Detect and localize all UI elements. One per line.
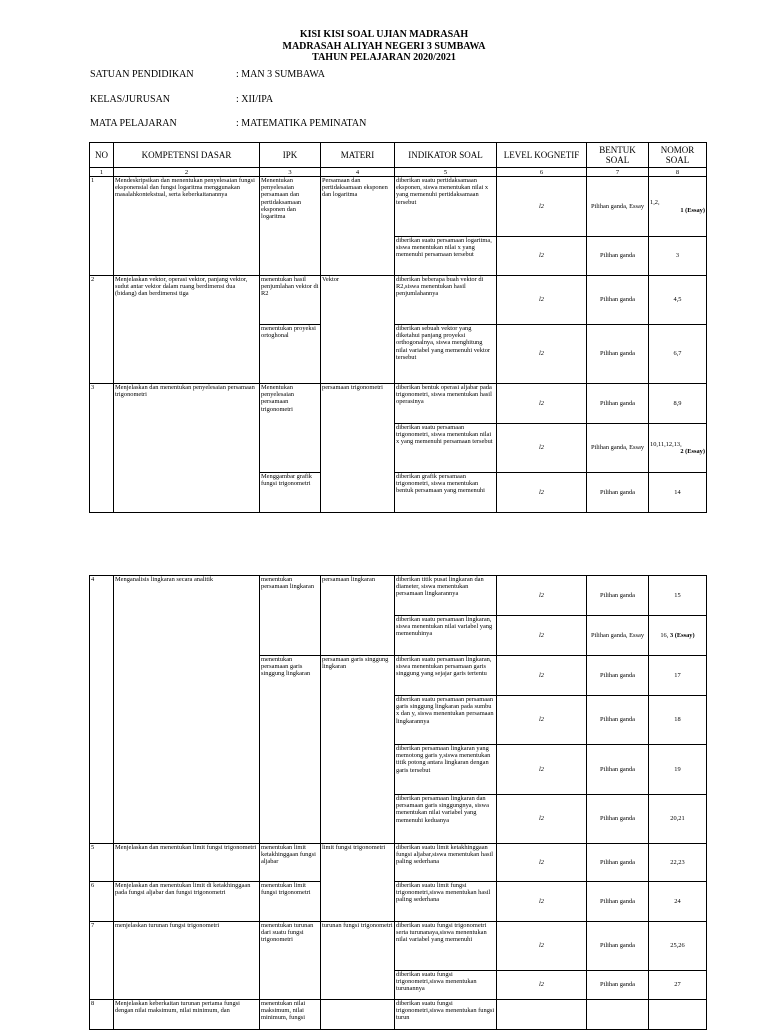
cell-level: l2	[497, 844, 587, 882]
col-header-materi: MATERI	[321, 143, 395, 168]
cell-ipk: menentukan persamaan garis singgung lingkaran	[260, 656, 321, 844]
cell-bentuk: Pilihan ganda	[587, 473, 649, 513]
document-header	[0, 29, 768, 64]
cell-nomor: 25,26	[649, 922, 707, 971]
cell-materi: Persamaan dan pertidaksamaan eksponen dan logaritma	[321, 177, 395, 276]
cell-nomor: 14	[649, 473, 707, 513]
cell-nomor: 6,7	[649, 325, 707, 384]
cell-indikator: diberikan persamaan lingkaran dan persamaan garis singgungnya, siswa menentukan nilai variabel yang memenuhi keduanya	[395, 795, 497, 844]
cell-nomor: 15	[649, 576, 707, 616]
cell-no: 6	[90, 882, 114, 922]
cell-bentuk: Pilihan ganda	[587, 922, 649, 971]
cell-nomor: 3	[649, 237, 707, 276]
cell-bentuk: Pilihan ganda	[587, 795, 649, 844]
cell-level: l2	[497, 882, 587, 922]
cell-level: l2	[497, 325, 587, 384]
col-number: 5	[395, 168, 497, 177]
header-title: KISI KISI SOAL UJIAN MADRASAH	[299, 29, 469, 40]
cell-indikator: diberikan suatu fungsi trigonometri serta turunanaya,siswa menentukan nilai variabel yang memenuhi	[395, 922, 497, 971]
col-header-bentuk: BENTUK SOAL	[587, 143, 649, 168]
header-year: TAHUN PELAJARAN 2020/2021	[312, 52, 456, 63]
col-number: 7	[587, 168, 649, 177]
cell-bentuk: Pilihan ganda	[587, 844, 649, 882]
cell-kd: Menjelaskan dan menentukan penyelesaian persamaan trigonometri	[114, 384, 260, 513]
cell-materi: persamaan trigonometri	[321, 384, 395, 513]
cell-level: l2	[497, 656, 587, 696]
header-row	[90, 143, 707, 168]
table-row	[90, 177, 707, 237]
cell-nomor: 19	[649, 745, 707, 795]
table-row	[90, 922, 707, 971]
cell-materi: limit fungsi trigonometri	[321, 844, 395, 922]
cell-nomor	[649, 616, 707, 656]
cell-indikator: diberikan titik pusat lingkaran dan diameter, siswa menentukan persamaan lingkarannya	[395, 576, 497, 616]
cell-indikator: diberikan suatu persamaan lingkaran, siswa menentukan nilai variabel yang memenuhinya	[395, 616, 497, 656]
cell-indikator: diberikan suatu limit fungsi trigonometri,siswa menentukan hasil paling sederhana	[395, 882, 497, 922]
header-school: MADRASAH ALIYAH NEGERI 3 SUMBAWA	[282, 40, 486, 52]
cell-indikator: diberikan suatu fungsi trigonometri,siswa menentukan fungsi turun	[395, 1000, 497, 1030]
cell-level: l2	[497, 177, 587, 237]
col-header-level: LEVEL KOGNETIF	[497, 143, 587, 168]
cell-nomor: 20,21	[649, 795, 707, 844]
cell-materi	[321, 1000, 395, 1030]
cell-no: 4	[90, 576, 114, 844]
column-number-row	[90, 168, 707, 177]
col-header-indikator: INDIKATOR SOAL	[395, 143, 497, 168]
cell-level: l2	[497, 276, 587, 325]
cell-indikator: diberikan suatu persamaan lingkaran, siswa menentukan persamaan garis singgung yang sejajar garis tertentu	[395, 656, 497, 696]
cell-nomor	[649, 177, 707, 237]
cell-bentuk: Pilihan ganda	[587, 745, 649, 795]
cell-ipk: menentukan nilai maksimum, nilai minimum, fungsi	[260, 1000, 321, 1030]
cell-kd: Menjelaskan dan menentukan limit fungsi trigonometri	[114, 844, 260, 882]
cell-level: l2	[497, 696, 587, 745]
cell-indikator: diberikan suatu persamaan logaritma, siswa menentukan nilai x yang memenuhi persamaan tersebut	[395, 237, 497, 276]
cell-indikator: diberikan suatu pertidaksamaan eksponen, siswa menentukan nilai x yang memenuhi pertidaksamaan tersebut	[395, 177, 497, 237]
cell-indikator: diberikan sebuah vektor yang diketahui panjang proyeksi orthogonalnya, siswa menghitung nilai variabel yang memenuhi vektor tersebut	[395, 325, 497, 384]
cell-nomor: 24	[649, 882, 707, 922]
cell-kd: Menganalisis lingkaran secara analitik	[114, 576, 260, 844]
col-header-nomor: NOMOR SOAL	[649, 143, 707, 168]
nomor-essay: 2 (Essay)	[680, 448, 705, 455]
cell-no: 8	[90, 1000, 114, 1030]
col-header-no: NO	[90, 143, 114, 168]
cell-materi: turunan fungsi trigonometri	[321, 922, 395, 1000]
cell-bentuk: Pilihan ganda	[587, 882, 649, 922]
cell-bentuk: Pilihan ganda	[587, 696, 649, 745]
cell-bentuk: Pilihan ganda	[587, 276, 649, 325]
table-row	[90, 1000, 707, 1030]
cell-ipk: menentukan limit ketakhinggaan fungsi aljabar	[260, 844, 321, 882]
kisi-table-page2	[89, 575, 707, 1030]
cell-indikator: diberikan suatu limit ketakhinggaan fungsi aljabar,siswa menentukan hasil paling sederhana	[395, 844, 497, 882]
satuan-value: : MAN 3 SUMBAWA	[236, 69, 325, 80]
cell-no: 3	[90, 384, 114, 513]
col-number: 2	[114, 168, 260, 177]
cell-level	[497, 1000, 587, 1030]
col-number: 4	[321, 168, 395, 177]
cell-ipk: Menentukan penyelesaian persamaan trigonometri	[260, 384, 321, 473]
mapel-value: : MATEMATIKA PEMINATAN	[236, 118, 367, 129]
cell-nomor	[649, 1000, 707, 1030]
kisi-table-page1	[89, 142, 707, 513]
cell-level: l2	[497, 424, 587, 473]
cell-nomor: 22,23	[649, 844, 707, 882]
col-header-kd: KOMPETENSI DASAR	[114, 143, 260, 168]
cell-materi: Vektor	[321, 276, 395, 384]
cell-level: l2	[497, 237, 587, 276]
cell-ipk: menentukan hasil penjumlahan vektor di R2	[260, 276, 321, 325]
cell-level: l2	[497, 576, 587, 616]
cell-ipk: menentukan limit fungsi trigonometri	[260, 882, 321, 922]
col-number: 8	[649, 168, 707, 177]
cell-ipk: menentukan persamaan lingkaran	[260, 576, 321, 656]
cell-level: l2	[497, 384, 587, 424]
cell-level: l2	[497, 473, 587, 513]
col-number: 6	[497, 168, 587, 177]
nomor-essay: 1 (Essay)	[680, 206, 705, 214]
cell-bentuk: Pilihan ganda	[587, 576, 649, 616]
cell-bentuk: Pilihan ganda	[587, 656, 649, 696]
cell-bentuk: Pilihan ganda, Essay	[587, 616, 649, 656]
table-row	[90, 576, 707, 616]
cell-bentuk: Pilihan ganda	[587, 237, 649, 276]
satuan-label: SATUAN PENDIDIKAN	[90, 69, 194, 80]
table-row	[90, 844, 707, 882]
cell-nomor: 4,5	[649, 276, 707, 325]
kelas-value: : XII/IPA	[236, 94, 274, 105]
cell-indikator: diberikan persamaan lingkaran yang memotong garis y,siswa menentukan titik potong antara lingkaran dengan garis tersebut	[395, 745, 497, 795]
cell-kd: Menjelaskan keberkaitan turunan pertama fungsi dengan nilai maksimum, nilai minimum, dan	[114, 1000, 260, 1030]
cell-indikator: diberikan suatu persamaan trigonometri, siswa menentukan nilai x yang memenuhi persamaan tersebut	[395, 424, 497, 473]
cell-materi: persamaan lingkaran	[321, 576, 395, 656]
nomor-essay: 3 (Essay)	[669, 631, 695, 639]
cell-level: l2	[497, 922, 587, 971]
cell-nomor: 17	[649, 656, 707, 696]
cell-kd: Mendeskripsikan dan menentukan penyelesaian fungsi eksponensial dan fungsi logaritma menggunakan masalahkontekstual, serta keberkaitanannya	[114, 177, 260, 276]
cell-bentuk: Pilihan ganda	[587, 325, 649, 384]
cell-bentuk: Pilihan ganda, Essay	[587, 177, 649, 237]
cell-level: l2	[497, 745, 587, 795]
table-row	[90, 384, 707, 424]
cell-materi: persamaan garis singgung lingkaran	[321, 656, 395, 844]
cell-nomor	[649, 424, 707, 473]
col-number: 3	[260, 168, 321, 177]
col-header-ipk: IPK	[260, 143, 321, 168]
cell-bentuk	[587, 1000, 649, 1030]
cell-nomor: 8,9	[649, 384, 707, 424]
cell-level: l2	[497, 616, 587, 656]
cell-ipk: menentukan turunan dari suatu fungsi trigonometri	[260, 922, 321, 1000]
cell-kd: Menjelaskan vektor, operasi vektor, panjang vektor, sudut antar vektor dalam ruang berdimensi dua (bidang) dan berdimensi tiga	[114, 276, 260, 384]
cell-bentuk: Pilihan ganda, Essay	[587, 424, 649, 473]
cell-nomor: 27	[649, 971, 707, 1000]
cell-indikator: diberikan bentuk operasi aljabar pada trigonometri, siswa menentukan hasil operasinya	[395, 384, 497, 424]
cell-indikator: diberikan beberapa buah vektor di R2,siswa menentukan hasil penjumlahannya	[395, 276, 497, 325]
nomor-value: 16,	[660, 631, 670, 639]
cell-no: 2	[90, 276, 114, 384]
cell-bentuk: Pilihan ganda	[587, 971, 649, 1000]
cell-no: 1	[90, 177, 114, 276]
mapel-label: MATA PELAJARAN	[90, 118, 177, 129]
cell-ipk: Menggambar grafik fungsi trigonometri	[260, 473, 321, 513]
cell-nomor: 18	[649, 696, 707, 745]
cell-kd: menjelaskan turunan fungsi trigonometri	[114, 922, 260, 1000]
cell-kd: Menjelaskan dan menentukan limit di ketakhinggaan pada fungsi aljabar dan fungsi trigonometri	[114, 882, 260, 922]
cell-ipk: menentukan proyeksi ortoghonal	[260, 325, 321, 384]
cell-ipk: Menentukan penyelesaian persamaan dan pertidaksamaan eksponen dan logaritma	[260, 177, 321, 276]
cell-level: l2	[497, 971, 587, 1000]
nomor-value: 10,11,12,13,	[650, 440, 682, 448]
col-number: 1	[90, 168, 114, 177]
cell-level: l2	[497, 795, 587, 844]
table-row	[90, 276, 707, 325]
nomor-value: 1,2,	[650, 199, 660, 207]
cell-no: 7	[90, 922, 114, 1000]
cell-bentuk: Pilihan ganda	[587, 384, 649, 424]
table-row	[90, 882, 707, 922]
kelas-label: KELAS/JURUSAN	[90, 94, 171, 105]
cell-indikator: diberikan grafik persamaan trigonometri, siswa menentukan bentuk persamaan yang memenuhi	[395, 473, 497, 513]
cell-indikator: diberikan suatu fungsi trigonometri,siswa menentukan turunannya	[395, 971, 497, 1000]
cell-indikator: diberikan suatu persamaan persamaan garis singgung lingkaran pada sumbu x dan y, siswa menentukan persamaan lingkarannya	[395, 696, 497, 745]
cell-no: 5	[90, 844, 114, 882]
